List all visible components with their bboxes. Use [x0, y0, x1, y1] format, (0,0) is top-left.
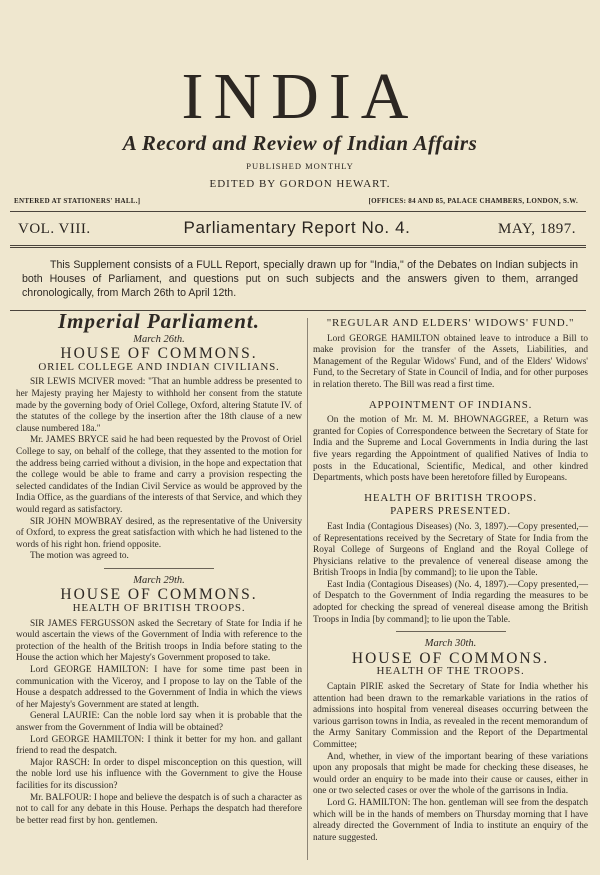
paragraph: Lord GEORGE HAMILTON obtained leave to introduce a Bill to make provision for the transfer of the Assets, Liabilities, and Management of the Regular Widows' Fund, and of the Elders' Widows' Fund, to the Secretary of State in Council of India, and for other purposes in relation thereto. The Bill was read a first time. — [313, 333, 588, 390]
house-heading: HOUSE OF COMMONS. — [351, 649, 550, 667]
supplement-intro: This Supplement consists of a FULL Report, specially drawn up for "India," of the Debates on Indian subjects in both Houses of Parliament, and questions put on such subjects and the answers given to them, arranged chronologically, from March 26th to April 12th. — [22, 259, 578, 300]
paragraph: Mr. JAMES BRYCE said he had been requested by the Provost of Oriel College to say, on behalf of the college, that they assented to the motion for the address being carried without a division, in the hope and expectation that the college would be able to frame and carry a provision respecting the selected candidates of the Indian Civil Service as would be approved by the India Office, as the guardians of the interests of that Service, and which they would regard as satisfactory. — [16, 435, 302, 515]
editor-line: EDITED BY GORDON HEWART. — [209, 178, 391, 190]
paragraph: Major RASCH: In order to dispel misconception on this question, will the noble lord use his influence with the Government to give the House facilities for its discussion? — [16, 757, 302, 791]
date-heading: March 29th. — [133, 574, 185, 586]
paragraph: Lord GEORGE HAMILTON: I have for some time past been in communication with the Viceroy, and I propose to lay on the Table of the House a despatch addressed to the Government of India in which the views of her Majesty's Government are stated at length. — [16, 665, 302, 710]
left-column — [16, 309, 302, 827]
section-rule — [104, 568, 214, 569]
paragraph: SIR JAMES FERGUSSON asked the Secretary of State for India if he would ascertain the views of the Government of India with reference to the protection of the health of the British troops in India before stating to the House the action which her Majesty's Government proposed to take. — [16, 618, 302, 664]
report-title: Parliamentary Report No. 4. — [183, 218, 411, 237]
issue-date: MAY, 1897. — [498, 221, 576, 237]
topic-subheading: PAPERS PRESENTED. — [390, 505, 511, 518]
paragraph: Mr. BALFOUR: I hope and believe the despatch is of such a character as not to call for any debate in this House. Perhaps the despatch had therefore be better read first by hon. gentlemen. — [16, 792, 302, 826]
date-heading: March 26th. — [133, 333, 185, 345]
house-heading: HOUSE OF COMMONS. — [60, 345, 258, 363]
topic-heading: HEALTH OF BRITISH TROOPS. — [364, 491, 537, 504]
entered-stationers-hall: ENTERED AT STATIONERS' HALL.] — [14, 197, 141, 205]
paragraph: And, whether, in view of the important bearing of these variations upon any proposals that might be made for checking these diseases, he would order an enquiry to be made into their cause or causes, either in one or two selected cases or over the whole of the garrisons in India. — [313, 751, 588, 797]
paragraph: SIR LEWIS MCIVER moved: "That an humble address be presented to her Majesty praying her Majesty to withhold her consent from the statute made by the governing body of Oriel College, Oxford, altering Statute IV. of the statutes of the college by the insertion after the 18th clause of a new clause numbered 18a." — [16, 377, 302, 434]
topic-heading: "REGULAR AND ELDERS' WIDOWS' FUND." — [326, 317, 575, 329]
issue-rule — [10, 245, 586, 248]
section-rule — [396, 631, 506, 632]
paragraph: East India (Contagious Diseases) (No. 4, 1897).—Copy presented,—of Despatch to the Government of India regarding the measures to be adopted for checking the spread of venereal disease among the British Troops in India [by command]; to lie upon the Table. — [313, 579, 588, 625]
paragraph: East India (Contagious Diseases) (No. 3, 1897).—Copy presented,—of Representations received by the Secretary of State for India from the Royal College of Surgeons of England and the Royal College of Physicians relative to the prevalence of venereal disease among the British Troops in India [by command]; to lie upon the Table. — [313, 521, 588, 579]
masthead-subtitle: A Record and Review of Indian Affairs — [122, 131, 478, 155]
house-heading: HOUSE OF COMMONS. — [60, 586, 258, 604]
imperial-parliament-heading: Imperial Parliament. — [57, 309, 260, 333]
topic-heading: APPOINTMENT OF INDIANS. — [368, 398, 533, 411]
topic-heading: ORIEL COLLEGE AND INDIAN CIVILIANS. — [38, 360, 280, 373]
column-divider — [307, 318, 308, 860]
paragraph: SIR JOHN MOWBRAY desired, as the representative of the University of Oxford, to express the great satisfaction with which he had listened to the words of his right hon. friend opposite. — [16, 516, 302, 550]
offices-address: [OFFICES: 84 AND 85, PALACE CHAMBERS, LONDON, S.W. — [368, 197, 578, 205]
paragraph: On the motion of Mr. M. M. BHOWNAGGREE, a Return was granted for Copies of Correspondence between the Secretary of State for India and the Supreme and Local Governments in India during the last five years regarding the Appointment of qualified Natives of India to posts in the Educational, Scientific, Medical, and other kindred Departments, which posts have been heretofore filled by Europeans. — [313, 415, 588, 484]
date-heading: March 30th. — [424, 638, 477, 650]
paragraph: Lord G. HAMILTON: The hon. gentleman will see from the despatch which will be in the hands of members on Thursday morning that I have already directed the Government of India to institute an enquiry of the nature suggested. — [313, 797, 588, 843]
masthead-rule — [10, 211, 586, 212]
masthead-title: INDIA — [181, 60, 419, 133]
issue-line — [18, 218, 576, 242]
published-monthly: PUBLISHED MONTHLY — [246, 161, 354, 171]
paragraph: The motion was agreed to. — [30, 551, 129, 562]
volume-number: VOL. VIII. — [18, 221, 91, 237]
topic-heading: HEALTH OF BRITISH TROOPS. — [72, 602, 246, 615]
paragraph: General LAURIE: Can the noble lord say when it is probable that the answer from the Government of India will be obtained? — [16, 711, 302, 733]
topic-heading: HEALTH OF THE TROOPS. — [376, 665, 525, 678]
paragraph: Captain PIRIE asked the Secretary of State for India whether his attention had been drawn to the remarkable variations in the ratios of admissions into hospital from venereal diseases occurring between the various garrison towns in India, as revealed in the recent memorandum of the Army Sanitary Commission and the Report of the Departmental Committee; — [313, 682, 588, 750]
right-column — [313, 316, 588, 844]
paragraph: Lord GEORGE HAMILTON: I think it better for my hon. and gallant friend to read the despatch. — [16, 734, 302, 757]
